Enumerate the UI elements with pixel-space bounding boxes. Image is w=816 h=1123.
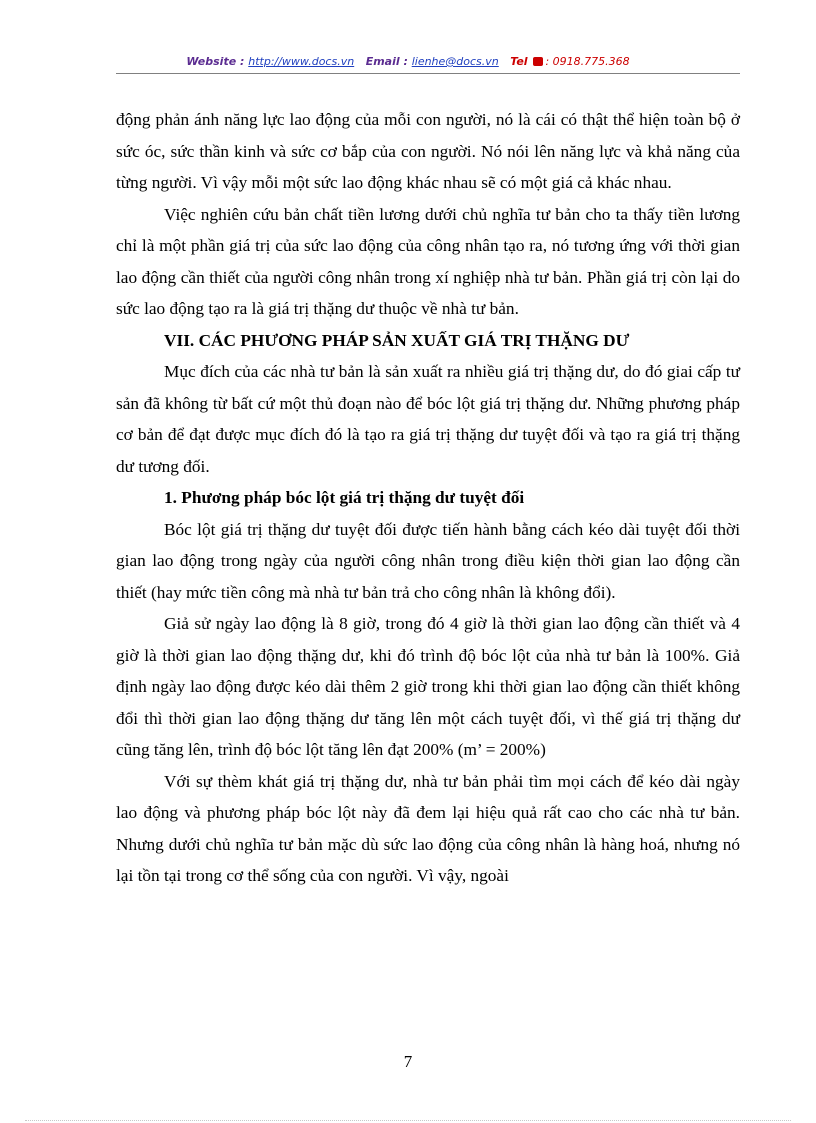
phone-icon <box>533 57 543 66</box>
paragraph: Với sự thèm khát giá trị thặng dư, nhà tư bản phải tìm mọi cách để kéo dài ngày lao động và phương pháp bóc lột này đã đem lại hiệu quả rất cao cho các nhà tư bản. Nhưng dưới chủ nghĩa tư bản mặc dù sức lao động của công nhân là hàng hoá, nhưng nó lại tồn tại trong cơ thể sống của con người. Vì vậy, ngoài <box>116 771 740 885</box>
website-label: Website : <box>186 55 245 68</box>
paragraph: Mục đích của các nhà tư bản là sản xuất ra nhiều giá trị thặng dư, do đó giai cấp tư sản đã không từ bất cứ một thủ đoạn nào để bóc lột giá trị thặng dư. Những phương pháp cơ bản để đạt được mục đích đó là tạo ra giá trị thặng dư tuyệt đối và tạo ra giá trị thặng dư tương đối. <box>116 362 740 476</box>
email-label: Email : <box>365 55 408 68</box>
header-divider <box>116 73 740 74</box>
footer-divider <box>25 1120 791 1121</box>
paragraph: động phản ánh năng lực lao động của mỗi con người, nó là cái có thật thể hiện toàn bộ ở sức óc, sức thần kinh và sức cơ bắp của con người. Nó nói lên năng lực và khả năng của từng người. Vì vậy mỗi một sức lao động khác nhau sẽ có một giá cả khác nhau. <box>116 110 740 192</box>
tel-label: Tel <box>510 55 528 68</box>
subsection-heading: 1. Phương pháp bóc lột giá trị thặng dư tuyệt đối <box>164 488 525 507</box>
email-link[interactable]: lienhe@docs.vn <box>411 55 499 68</box>
page-number: 7 <box>403 1052 413 1071</box>
paragraph: Giả sử ngày lao động là 8 giờ, trong đó 4 giờ là thời gian lao động cần thiết và 4 giờ là thời gian lao động thặng dư, khi đó trình độ bóc lột của nhà tư bản là 100%. Giả định ngày lao động được kéo dài thêm 2 giờ trong khi thời gian lao động cần thiết không đổi thì thời gian lao động thặng dư tăng lên một cách tuyệt đối, vì thế giá trị thặng dư cũng tăng lên, trình độ bóc lột tăng lên đạt 200% (m’ = 200%) <box>116 614 740 759</box>
phone-number: : 0918.775.368 <box>545 55 630 68</box>
paragraph: Bóc lột giá trị thặng dư tuyệt đối được tiến hành bằng cách kéo dài tuyệt đối thời gian lao động trong ngày của người công nhân trong điều kiện thời gian lao động cần thiết (hay mức tiền công mà nhà tư bản trả cho công nhân là không đổi). <box>116 519 740 602</box>
paragraph: Việc nghiên cứu bản chất tiền lương dưới chủ nghĩa tư bản cho ta thấy tiền lương chỉ là một phần giá trị của sức lao động của công nhân tạo ra, nó tương ứng với thời gian lao động cần thiết của người công nhân trong xí nghiệp nhà tư bản. Phần giá trị còn lại do sức lao động tạo ra là giá trị thặng dư thuộc về nhà tư bản. <box>116 204 740 318</box>
website-link[interactable]: http://www.docs.vn <box>248 55 355 68</box>
page-header <box>0 55 816 68</box>
section-heading: VII. CÁC PHƯƠNG PHÁP SẢN XUẤT GIÁ TRỊ THẶNG DƯ <box>164 330 630 350</box>
document-body <box>116 104 740 892</box>
